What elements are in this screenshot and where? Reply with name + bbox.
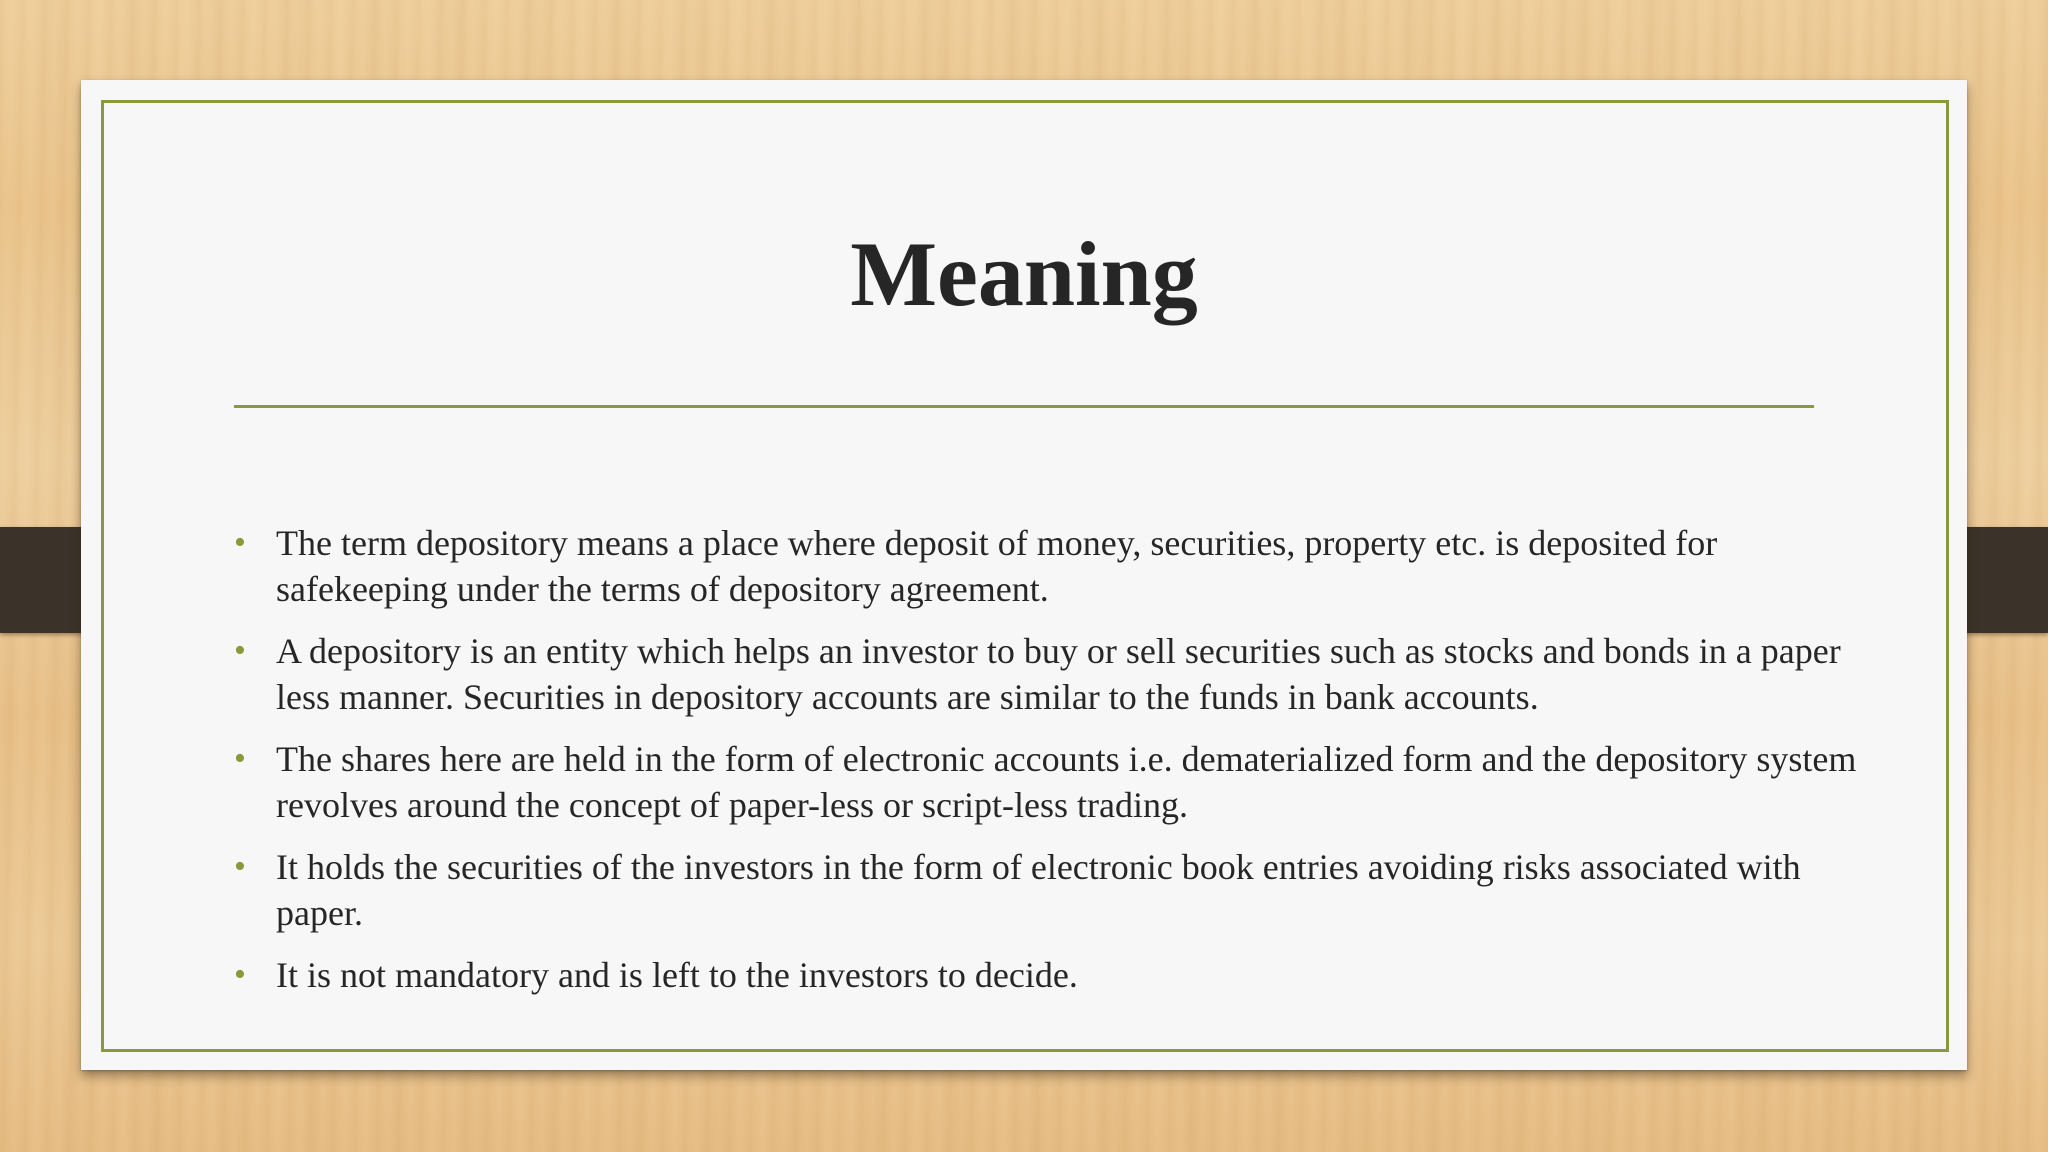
bullet-text: A depository is an entity which helps an investor to buy or sell securities such as stocks and bonds in a paper less manner. Securities in depository accounts are similar to the funds in bank accounts. xyxy=(276,631,1841,717)
bullet-point-icon: • xyxy=(234,524,246,561)
title-divider xyxy=(234,405,1814,408)
bullet-item xyxy=(234,520,1874,612)
bullet-text: It holds the securities of the investors in the form of electronic book entries avoiding risks associated with paper. xyxy=(276,847,1801,933)
bullet-text: The term depository means a place where deposit of money, securities, property etc. is deposited for safekeeping under the terms of depository agreement. xyxy=(276,523,1718,609)
bullet-point-icon: • xyxy=(234,740,246,777)
bullet-item xyxy=(234,628,1874,720)
slide-paper xyxy=(81,80,1967,1070)
bullet-item xyxy=(234,952,1874,998)
bullet-item xyxy=(234,844,1874,936)
bullet-text: The shares here are held in the form of electronic accounts i.e. dematerialized form and the depository system revolves around the concept of paper-less or script-less trading. xyxy=(276,739,1857,825)
bullet-text: It is not mandatory and is left to the investors to decide. xyxy=(276,955,1078,995)
bullet-point-icon: • xyxy=(234,848,246,885)
slide-title: Meaning xyxy=(850,223,1198,325)
bullet-list xyxy=(234,520,1874,1014)
bullet-point-icon: • xyxy=(234,956,246,993)
bullet-point-icon: • xyxy=(234,632,246,669)
bullet-item xyxy=(234,736,1874,828)
